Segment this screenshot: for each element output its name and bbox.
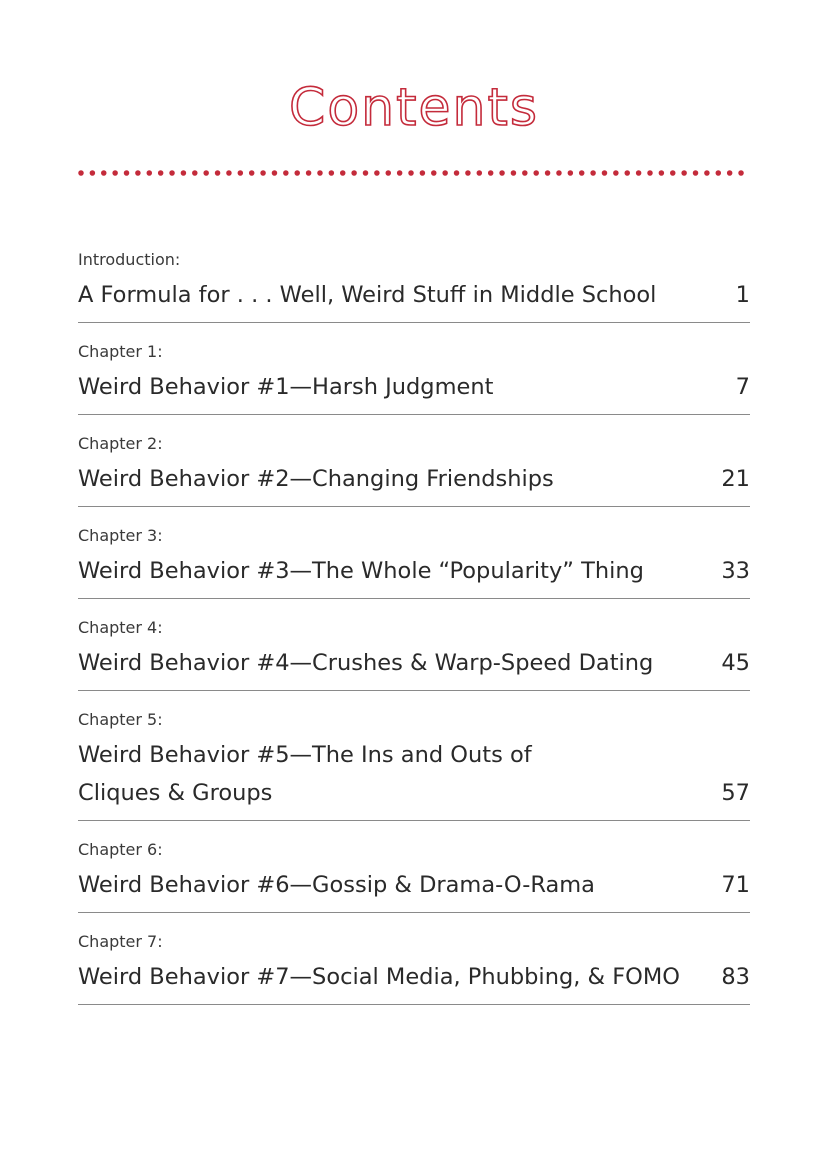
entry-page-number: 83 — [721, 964, 750, 990]
entry-page-number: 57 — [721, 780, 750, 806]
toc-entry-introduction[interactable] — [78, 248, 750, 323]
dotted-divider-graphic — [78, 168, 752, 178]
entry-title: Weird Behavior #6—Gossip & Drama-O-Rama — [78, 872, 595, 898]
entry-page-number: 1 — [735, 282, 750, 308]
entry-title: Cliques & Groups — [78, 780, 273, 806]
entry-page-number: 7 — [735, 374, 750, 400]
toc-entry-chapter-4[interactable] — [78, 616, 750, 691]
entry-label: Chapter 2: — [78, 434, 163, 453]
dotted-divider — [78, 168, 752, 178]
entry-title: Weird Behavior #2—Changing Friendships — [78, 466, 554, 492]
entry-label: Chapter 5: — [78, 710, 163, 729]
entry-page-number: 33 — [721, 558, 750, 584]
entry-label: Chapter 4: — [78, 618, 163, 637]
entry-label: Chapter 3: — [78, 526, 163, 545]
entry-title-line-1: Weird Behavior #5—The Ins and Outs of — [78, 742, 532, 768]
entry-title: Weird Behavior #4—Crushes & Warp-Speed Dating — [78, 650, 654, 676]
entry-page-number: 45 — [721, 650, 750, 676]
toc-entry-chapter-2[interactable] — [78, 432, 750, 507]
entry-label: Introduction: — [78, 250, 181, 269]
entry-title: Weird Behavior #1—Harsh Judgment — [78, 374, 494, 400]
page-title: Contents — [289, 78, 539, 138]
entry-label: Chapter 6: — [78, 840, 163, 859]
entry-label: Chapter 7: — [78, 932, 163, 951]
table-of-contents — [78, 248, 750, 1022]
toc-entry-chapter-1[interactable] — [78, 340, 750, 415]
entry-page-number: 21 — [721, 466, 750, 492]
toc-entry-chapter-6[interactable] — [78, 838, 750, 913]
entry-title: Weird Behavior #7—Social Media, Phubbing, & FOMO — [78, 964, 681, 990]
entry-label: Chapter 1: — [78, 342, 163, 361]
toc-entry-chapter-3[interactable] — [78, 524, 750, 599]
toc-entry-chapter-7[interactable] — [78, 930, 750, 1005]
entry-page-number: 71 — [721, 872, 750, 898]
entry-title: A Formula for . . . Well, Weird Stuff in Middle School — [78, 282, 657, 308]
toc-entry-chapter-5[interactable] — [78, 708, 750, 821]
entry-title: Weird Behavior #3—The Whole “Popularity” Thing — [78, 558, 644, 584]
